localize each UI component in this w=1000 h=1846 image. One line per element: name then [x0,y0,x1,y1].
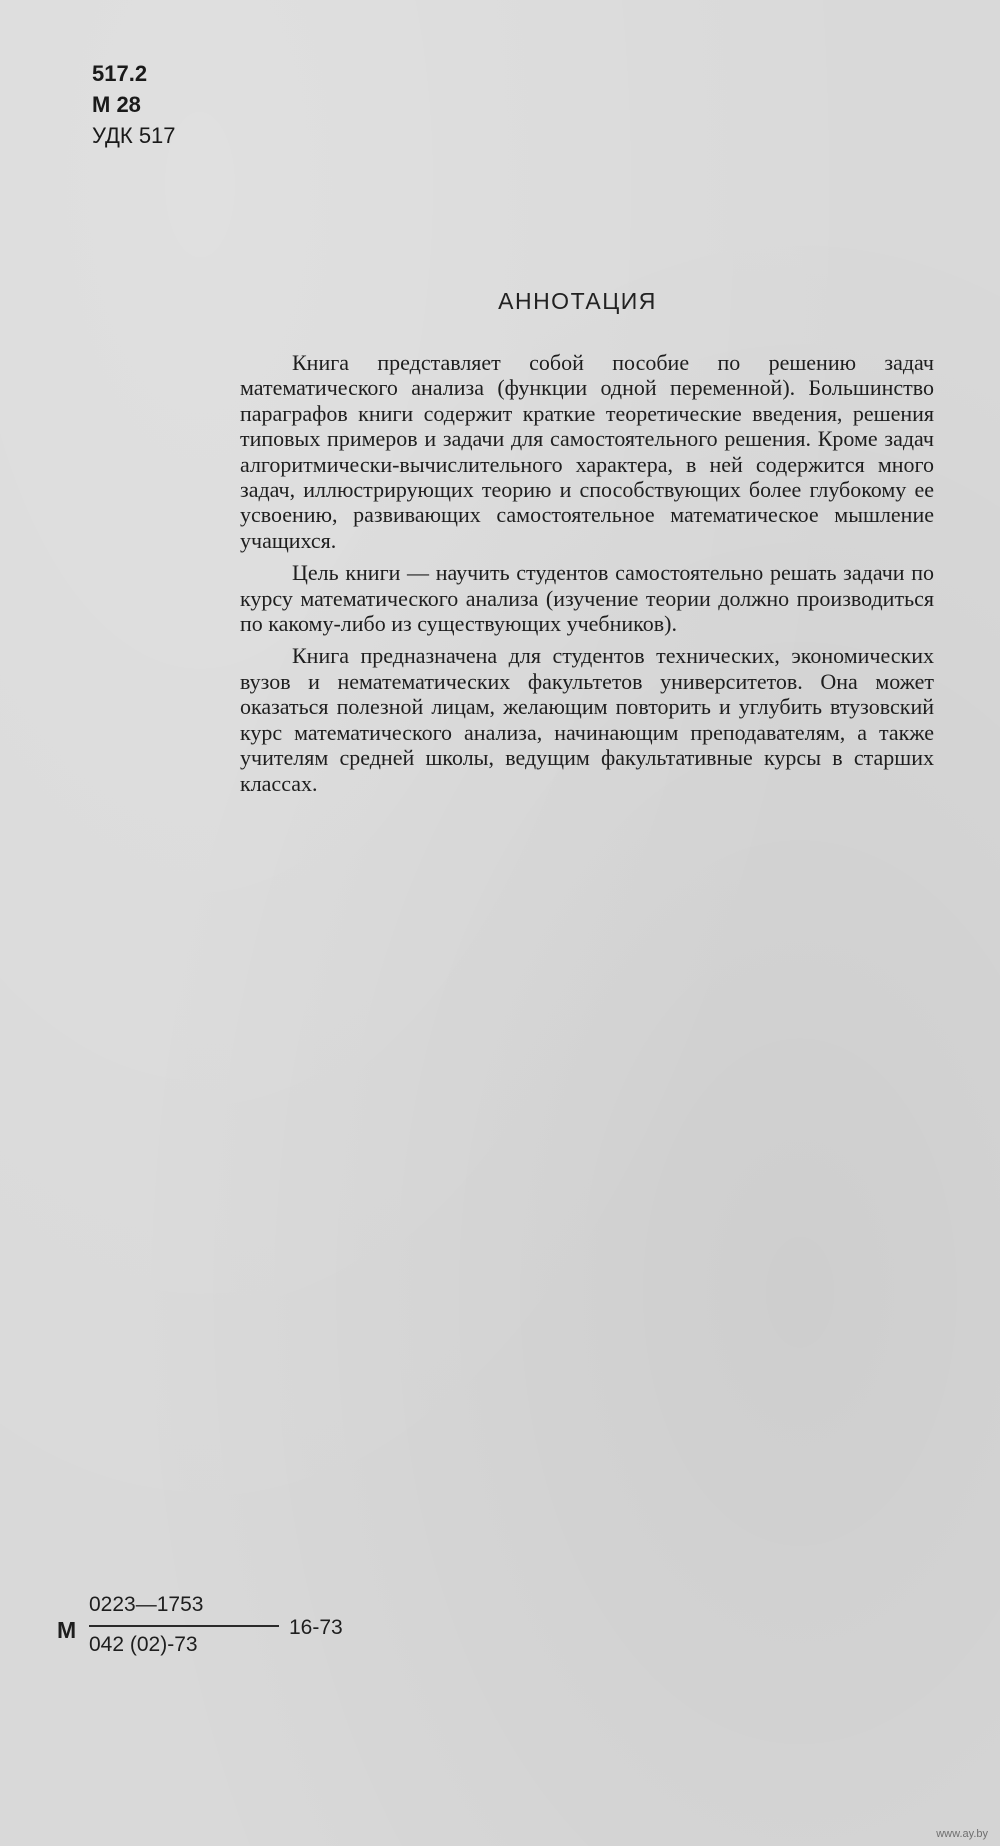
classification-code: 517.2 [92,61,148,86]
watermark: www.ay.by [936,1828,988,1840]
fraction-bar [89,1625,279,1627]
annotation-body [240,350,934,796]
publication-code [57,1593,377,1673]
annotation-paragraph: Книга предназначена для студентов технических, экономических вузов и нематематических факультетов университетов. Она может оказаться полезной лицам, желающим повторить и углубить втузовский курс математического анализа, начинающим преподавателям, а также учителям средней школы, ведущим факультативные курсы в старших классах. [240,643,934,796]
publication-code-suffix: 16-73 [289,1616,343,1639]
annotation-paragraph: Цель книги — научить студентов самостоятельно решать задачи по курсу математического анализа (изучение теории должно производиться по какому-либо из существующих учебников). [240,560,934,637]
publication-series-letter: М [57,1617,77,1643]
annotation-title: АННОТАЦИЯ [498,288,657,314]
annotation-paragraph: Книга представляет собой пособие по решению задач математического анализа (функции одной переменной). Большинство параграфов книги содержит краткие теоретические введения, решения типовых примеров и задачи для самостоятельного решения. Кроме задач алгоритмически-вычислительного характера, в ней содержится много задач, иллюстрирующих теорию и способствующих более глубокому ее усвоению, развивающих самостоятельное математическое мышление учащихся. [240,350,934,553]
publication-code-denominator: 042 (02)-73 [89,1633,198,1656]
author-mark: М 28 [92,92,141,117]
classification-block [92,58,176,151]
publication-code-numerator: 0223—1753 [89,1593,204,1616]
udc-code: УДК 517 [92,123,176,148]
